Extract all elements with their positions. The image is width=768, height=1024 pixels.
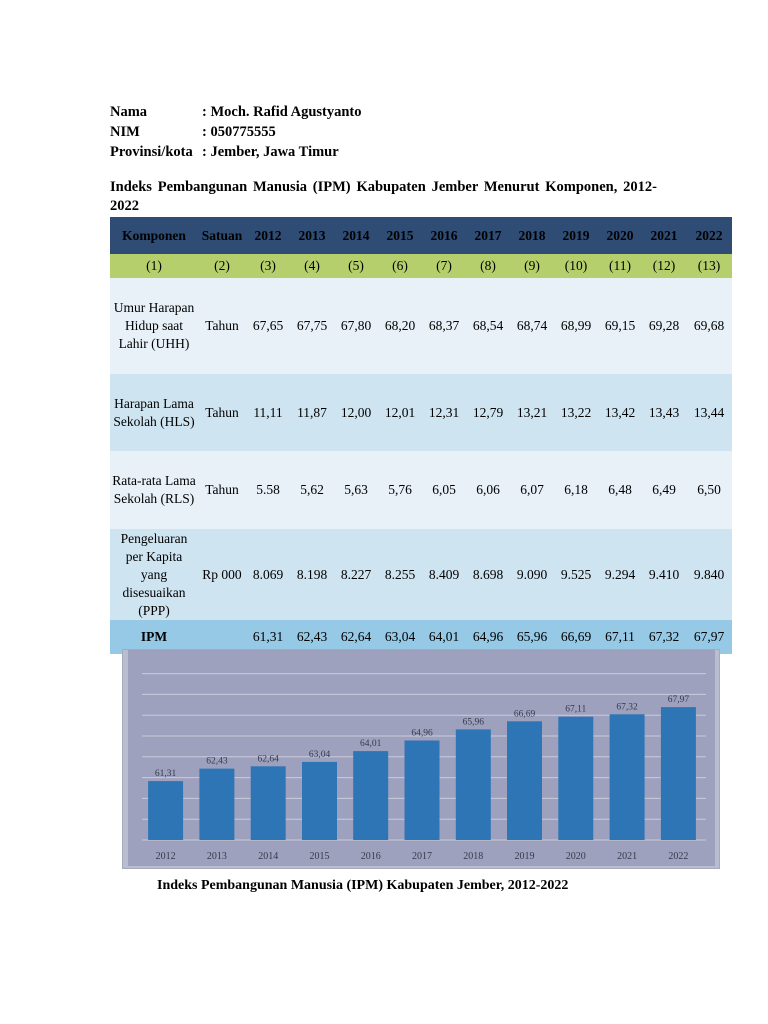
table-cell: 12,79 bbox=[466, 374, 510, 451]
table-cell: 11,11 bbox=[246, 374, 290, 451]
table-cell: 13,44 bbox=[686, 374, 732, 451]
col-header-1: Satuan bbox=[198, 217, 246, 254]
column-number: (8) bbox=[466, 254, 510, 278]
col-header-5: 2015 bbox=[378, 217, 422, 254]
column-number: (10) bbox=[554, 254, 598, 278]
table-row bbox=[110, 451, 732, 529]
table-cell: 6,48 bbox=[598, 451, 642, 529]
x-tick-label-2018: 2018 bbox=[463, 851, 484, 862]
column-number: (12) bbox=[642, 254, 686, 278]
bar-2012 bbox=[148, 781, 183, 840]
unit: Tahun bbox=[198, 451, 246, 529]
table-cell: 67,65 bbox=[246, 278, 290, 374]
table-cell: 69,28 bbox=[642, 278, 686, 374]
data-label-2020: 67,11 bbox=[565, 704, 587, 715]
data-label-2016: 64,01 bbox=[360, 739, 382, 750]
table-cell: 9.525 bbox=[554, 529, 598, 620]
column-number: (3) bbox=[246, 254, 290, 278]
province-label: Provinsi/kota bbox=[110, 144, 193, 160]
table-cell: 12,31 bbox=[422, 374, 466, 451]
x-tick-label-2015: 2015 bbox=[309, 851, 330, 862]
table-cell: 6,50 bbox=[686, 451, 732, 529]
province-value: : Jember, Jawa Timur bbox=[202, 144, 339, 160]
ipm-label: IPM bbox=[110, 620, 198, 654]
table-cell: 8.227 bbox=[334, 529, 378, 620]
col-header-10: 2020 bbox=[598, 217, 642, 254]
table-cell: 5.58 bbox=[246, 451, 290, 529]
table-cell: 6,05 bbox=[422, 451, 466, 529]
column-number: (11) bbox=[598, 254, 642, 278]
col-header-2: 2012 bbox=[246, 217, 290, 254]
x-tick-label-2021: 2021 bbox=[617, 851, 638, 862]
x-tick-label-2017: 2017 bbox=[412, 851, 432, 862]
x-tick-label-2020: 2020 bbox=[565, 851, 586, 862]
table-cell: 6,06 bbox=[466, 451, 510, 529]
table-cell: 68,37 bbox=[422, 278, 466, 374]
col-header-6: 2016 bbox=[422, 217, 466, 254]
ipm-value: 64,96 bbox=[466, 620, 510, 654]
data-label-2012: 61,31 bbox=[154, 769, 177, 780]
ipm-bar-chart-svg bbox=[128, 650, 715, 866]
table-cell: 69,68 bbox=[686, 278, 732, 374]
bar-2017 bbox=[405, 741, 440, 841]
info-row-province bbox=[110, 142, 362, 162]
table-cell: 9.294 bbox=[598, 529, 642, 620]
info-row-nim bbox=[110, 122, 362, 142]
component-name: Pengeluaran per Kapita yang disesuaikan (PPP) bbox=[110, 529, 198, 620]
col-header-7: 2017 bbox=[466, 217, 510, 254]
unit: Tahun bbox=[198, 374, 246, 451]
student-info bbox=[110, 102, 362, 162]
col-header-0: Komponen bbox=[110, 217, 198, 254]
bar-2013 bbox=[199, 769, 234, 840]
table-row bbox=[110, 529, 732, 620]
table-cell: 12,00 bbox=[334, 374, 378, 451]
table-cell: 13,42 bbox=[598, 374, 642, 451]
x-tick-label-2019: 2019 bbox=[514, 851, 535, 862]
table-cell: 67,80 bbox=[334, 278, 378, 374]
x-tick-label-2022: 2022 bbox=[668, 851, 689, 862]
table-cell: 68,20 bbox=[378, 278, 422, 374]
nim-value: : 050775555 bbox=[202, 124, 276, 140]
ipm-component-table bbox=[110, 217, 732, 654]
table-cell: 5,62 bbox=[290, 451, 334, 529]
x-tick-label-2012: 2012 bbox=[155, 851, 176, 862]
table-cell: 9.410 bbox=[642, 529, 686, 620]
name-value: : Moch. Rafid Agustyanto bbox=[202, 104, 362, 120]
column-number: (1) bbox=[110, 254, 198, 278]
column-number: (4) bbox=[290, 254, 334, 278]
column-number: (2) bbox=[198, 254, 246, 278]
bar-2014 bbox=[251, 766, 286, 840]
table-cell: 67,75 bbox=[290, 278, 334, 374]
ipm-value: 62,64 bbox=[334, 620, 378, 654]
table-cell: 8.255 bbox=[378, 529, 422, 620]
name-label: Nama bbox=[110, 104, 148, 120]
table-cell: 69,15 bbox=[598, 278, 642, 374]
component-name: Umur Harapan Hidup saat Lahir (UHH) bbox=[110, 278, 198, 374]
column-number-row bbox=[110, 254, 732, 278]
table-cell: 68,74 bbox=[510, 278, 554, 374]
bar-2021 bbox=[610, 714, 645, 840]
table-row bbox=[110, 278, 732, 374]
x-tick-label-2013: 2013 bbox=[206, 851, 227, 862]
unit: Tahun bbox=[198, 278, 246, 374]
bar-2019 bbox=[507, 721, 542, 840]
column-number: (5) bbox=[334, 254, 378, 278]
component-name: Harapan Lama Sekolah (HLS) bbox=[110, 374, 198, 451]
ipm-value: 67,97 bbox=[686, 620, 732, 654]
chart-caption: Indeks Pembangunan Manusia (IPM) Kabupaten Jember, 2012-2022 bbox=[157, 878, 569, 893]
ipm-chart bbox=[122, 649, 720, 869]
table-cell: 68,54 bbox=[466, 278, 510, 374]
data-label-2019: 66,69 bbox=[513, 709, 536, 720]
table-cell: 12,01 bbox=[378, 374, 422, 451]
col-header-4: 2014 bbox=[334, 217, 378, 254]
ipm-value: 67,32 bbox=[642, 620, 686, 654]
bar-2020 bbox=[558, 717, 593, 840]
col-header-12: 2022 bbox=[686, 217, 732, 254]
data-label-2013: 62,43 bbox=[206, 756, 228, 767]
table-cell: 11,87 bbox=[290, 374, 334, 451]
table-title: Indeks Pembangunan Manusia (IPM) Kabupaten Jember Menurut Komponen, 2012-2022 bbox=[110, 179, 657, 214]
table-cell: 6,49 bbox=[642, 451, 686, 529]
table-cell: 68,99 bbox=[554, 278, 598, 374]
table-cell: 5,76 bbox=[378, 451, 422, 529]
data-label-2018: 65,96 bbox=[462, 717, 484, 728]
table-cell: 9.090 bbox=[510, 529, 554, 620]
col-header-9: 2019 bbox=[554, 217, 598, 254]
data-label-2022: 67,97 bbox=[667, 695, 690, 706]
data-label-2015: 63,04 bbox=[308, 749, 331, 760]
table-cell: 8.198 bbox=[290, 529, 334, 620]
chart-plot-area bbox=[128, 650, 715, 866]
column-number: (6) bbox=[378, 254, 422, 278]
table-cell: 5,63 bbox=[334, 451, 378, 529]
table-cell: 13,22 bbox=[554, 374, 598, 451]
ipm-value: 65,96 bbox=[510, 620, 554, 654]
bar-2022 bbox=[661, 707, 696, 840]
x-tick-label-2014: 2014 bbox=[258, 851, 279, 862]
nim-label: NIM bbox=[110, 124, 140, 140]
table-cell: 8.069 bbox=[246, 529, 290, 620]
x-tick-label-2016: 2016 bbox=[360, 851, 381, 862]
data-label-2021: 67,32 bbox=[616, 702, 638, 713]
table-cell: 6,07 bbox=[510, 451, 554, 529]
table-cell: 13,21 bbox=[510, 374, 554, 451]
column-number: (9) bbox=[510, 254, 554, 278]
table-row bbox=[110, 374, 732, 451]
ipm-value: 64,01 bbox=[422, 620, 466, 654]
column-number: (7) bbox=[422, 254, 466, 278]
bar-2016 bbox=[353, 751, 388, 840]
ipm-value: 66,69 bbox=[554, 620, 598, 654]
col-header-3: 2013 bbox=[290, 217, 334, 254]
component-name: Rata-rata Lama Sekolah (RLS) bbox=[110, 451, 198, 529]
ipm-value: 67,11 bbox=[598, 620, 642, 654]
col-header-8: 2018 bbox=[510, 217, 554, 254]
table-cell: 8.409 bbox=[422, 529, 466, 620]
table-cell: 8.698 bbox=[466, 529, 510, 620]
ipm-value: 62,43 bbox=[290, 620, 334, 654]
table-header-row bbox=[110, 217, 732, 254]
table-cell: 6,18 bbox=[554, 451, 598, 529]
column-number: (13) bbox=[686, 254, 732, 278]
data-label-2014: 62,64 bbox=[257, 754, 279, 765]
table-cell: 13,43 bbox=[642, 374, 686, 451]
data-label-2017: 64,96 bbox=[411, 728, 433, 739]
info-row-name bbox=[110, 102, 362, 122]
table-cell: 9.840 bbox=[686, 529, 732, 620]
ipm-value: 63,04 bbox=[378, 620, 422, 654]
bar-2015 bbox=[302, 762, 337, 840]
bar-2018 bbox=[456, 729, 491, 840]
unit: Rp 000 bbox=[198, 529, 246, 620]
ipm-value: 61,31 bbox=[246, 620, 290, 654]
col-header-11: 2021 bbox=[642, 217, 686, 254]
